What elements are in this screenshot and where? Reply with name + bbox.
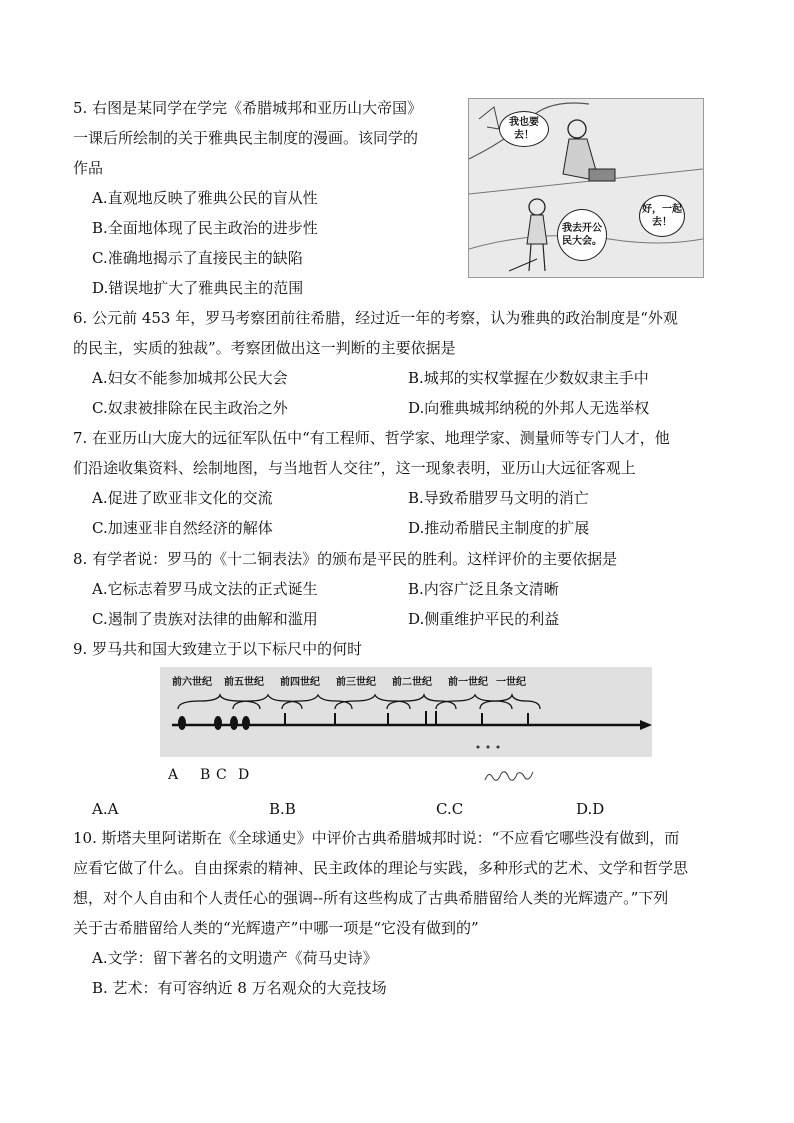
q6-stem-line-1: 6. 公元前 453 年，罗马考察团前往希腊，经过近一年的考察，认为雅典的政治制度是“外观 xyxy=(73,309,678,327)
q10-option-a: A.文学：留下著名的文明遗产《荷马史诗》 xyxy=(92,949,378,967)
q5-stem-line-2: 一课后所绘制的关于雅典民主制度的漫画。该同学的 xyxy=(73,129,419,147)
q9-option-a: A.A xyxy=(92,800,119,818)
q10-option-b: B. 艺术：有可容纳近 8 万名观众的大竞技场 xyxy=(92,979,387,997)
q10-stem-line-3: 想，对个人自由和个人责任心的强调--所有这些构成了古典希腊留给人类的光辉遗产。”下列 xyxy=(73,889,669,907)
q8-option-c: C.遏制了贵族对法律的曲解和滥用 xyxy=(92,610,318,628)
marker-b-dot xyxy=(214,716,222,730)
q8-option-b: B.内容广泛且条文清晰 xyxy=(408,580,559,598)
q7-stem-line-1: 7. 在亚历山大庞大的远征军队伍中“有工程师、哲学家、地理学家、测量师等专门人才，他 xyxy=(73,429,670,447)
timeline-label-2bc: 前二世纪 xyxy=(392,677,432,688)
q9-option-d: D.D xyxy=(576,800,605,818)
timeline-label-1ad: 一世纪 xyxy=(496,677,526,688)
handwritten-scribble xyxy=(483,766,537,786)
q5-option-b: B.全面地体现了民主政治的进步性 xyxy=(92,219,318,237)
democracy-cartoon xyxy=(468,98,704,278)
q5-option-a: A.直观地反映了雅典公民的盲从性 xyxy=(92,189,318,207)
q6-option-b: B.城邦的实权掌握在少数奴隶主手中 xyxy=(408,369,649,387)
q10-stem-line-1: 10. 斯塔夫里阿诺斯在《全球通史》中评价古典希腊城邦时说：“不应看它哪些没有做到，而 xyxy=(73,829,680,847)
q10-stem-line-2: 应看它做了什么。自由探索的精神、民主政体的理论与实践，多种形式的艺术、文学和哲学思 xyxy=(73,859,689,877)
q9-stem-line-1: 9. 罗马共和国大致建立于以下标尺中的何时 xyxy=(73,640,363,658)
q5-option-d: D.错误地扩大了雅典民主的范围 xyxy=(92,279,304,297)
q7-option-c: C.加速亚非自然经济的解体 xyxy=(92,519,273,537)
timeline-label-5bc: 前五世纪 xyxy=(224,677,264,688)
timeline-label-4bc: 前四世纪 xyxy=(280,677,320,688)
marker-d-dot xyxy=(242,716,250,730)
marker-label-c: C xyxy=(216,767,227,783)
q8-option-a: A.它标志着罗马成文法的正式诞生 xyxy=(92,580,318,598)
q6-option-c: C.奴隶被排除在民主政治之外 xyxy=(92,399,288,417)
q6-option-a: A.妇女不能参加城邦公民大会 xyxy=(92,369,288,387)
q7-option-b: B.导致希腊罗马文明的消亡 xyxy=(408,489,589,507)
speech-bubble-3: 好，一起去！ xyxy=(639,195,685,237)
timeline-label-1bc: 前一世纪 xyxy=(448,677,488,688)
q8-option-d: D.侧重维护平民的利益 xyxy=(408,610,560,628)
timeline-ruler xyxy=(160,667,652,757)
speech-bubble-2: 我去开公民大会。 xyxy=(557,209,607,261)
q9-option-c: C.C xyxy=(436,800,464,818)
marker-c-dot xyxy=(230,716,238,730)
q5-option-c: C.准确地揭示了直接民主的缺陷 xyxy=(92,249,303,267)
marker-label-d: D xyxy=(238,767,250,783)
timeline-label-3bc: 前三世纪 xyxy=(336,677,376,688)
q10-stem-line-4: 关于古希腊留给人类的“光辉遗产”中哪一项是“它没有做到的” xyxy=(73,919,479,937)
q5-stem-line-3: 作品 xyxy=(73,159,104,177)
q5-stem-line-1: 5. 右图是某同学在学完《希腊城邦和亚历山大帝国》 xyxy=(73,99,423,117)
marker-label-b: B xyxy=(200,767,211,783)
timeline-label-6bc: 前六世纪 xyxy=(172,677,212,688)
q6-stem-line-2: 的民主，实质的独裁”。考察团做出这一判断的主要依据是 xyxy=(73,339,456,357)
q7-option-a: A.促进了欧亚非文化的交流 xyxy=(92,489,273,507)
marker-label-a: A xyxy=(168,767,179,783)
q9-option-b: B.B xyxy=(269,800,296,818)
speech-bubble-1: 我也要去！ xyxy=(499,111,549,147)
q7-option-d: D.推动希腊民主制度的扩展 xyxy=(408,519,590,537)
marker-a-dot xyxy=(178,716,186,730)
q6-option-d: D.向雅典城邦纳税的外邦人无选举权 xyxy=(408,399,650,417)
q7-stem-line-2: 们沿途收集资料、绘制地图，与当地哲人交往”，这一现象表明，亚历山大远征客观上 xyxy=(73,459,636,477)
q8-stem-line-1: 8. 有学者说：罗马的《十二铜表法》的颁布是平民的胜利。这样评价的主要依据是 xyxy=(73,550,618,568)
